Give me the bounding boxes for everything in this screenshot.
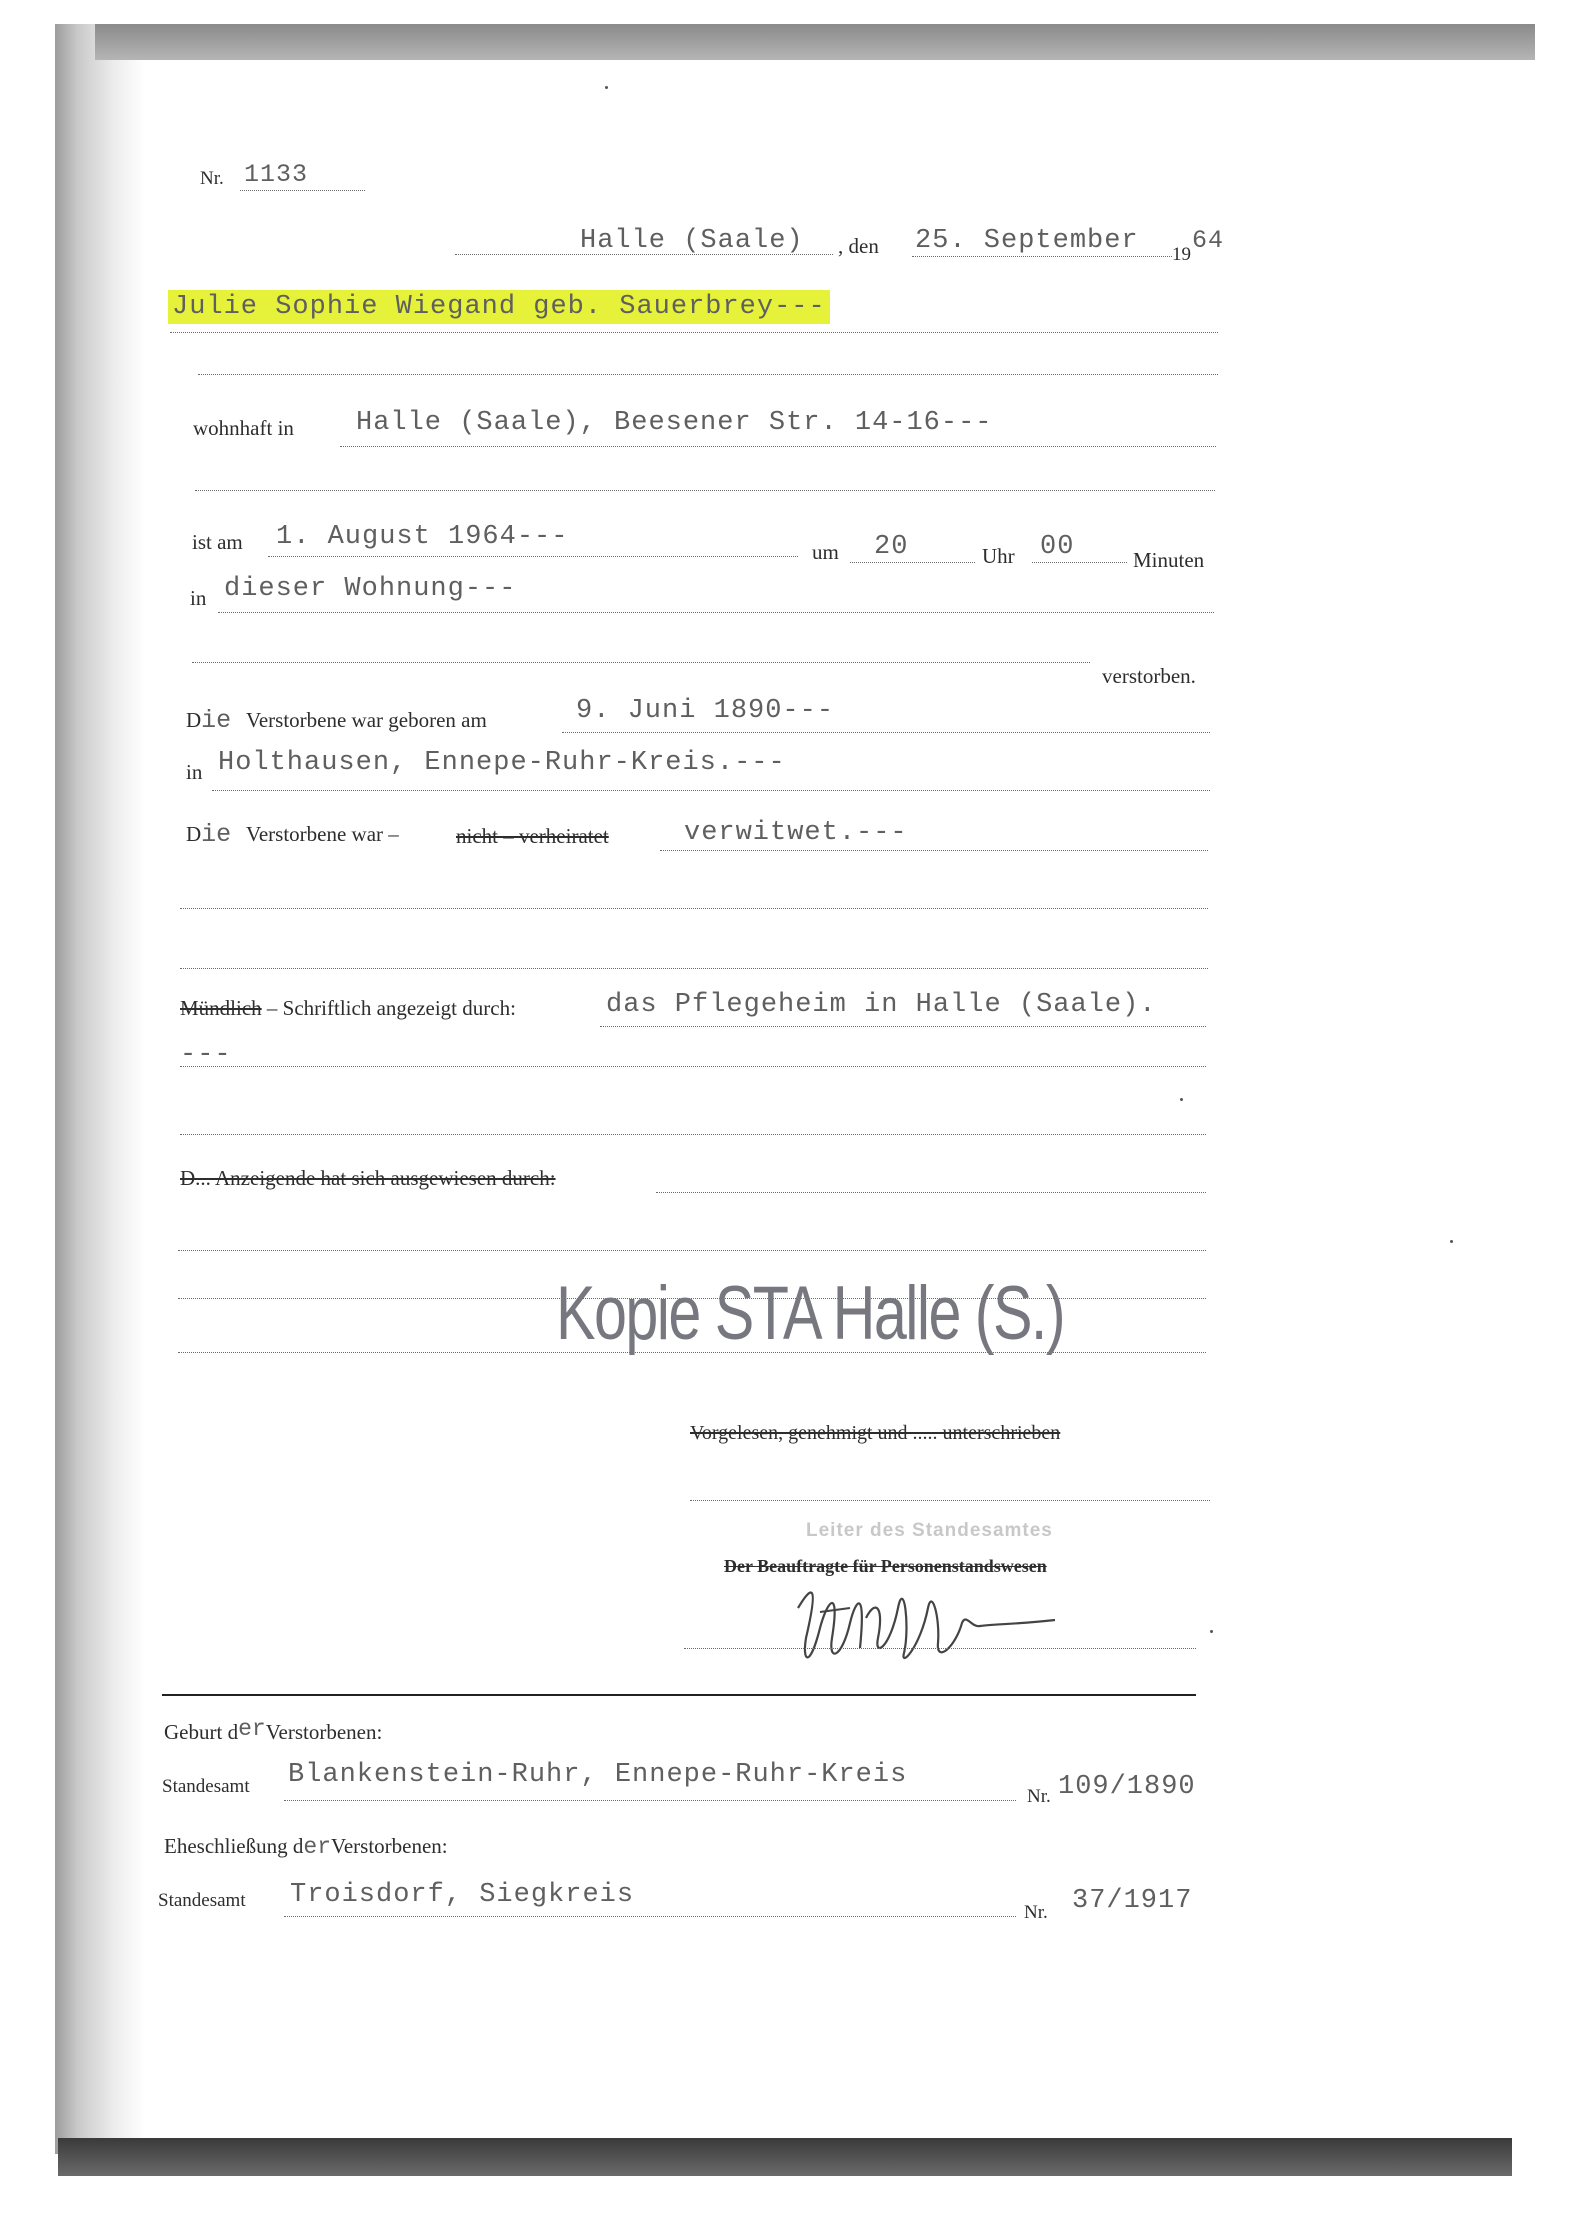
- marriage-register-nr: 37/1917: [1072, 1886, 1193, 1916]
- um-label: um: [812, 540, 839, 564]
- birth-place-line: [212, 790, 1210, 791]
- ist-am-label: ist am: [192, 530, 243, 554]
- marital-line-2: [180, 908, 1208, 909]
- copy-stamp: Kopie STA Halle (S.): [556, 1271, 1065, 1356]
- identified-line: [656, 1192, 1206, 1193]
- birth-prefix: Die: [186, 706, 232, 735]
- death-date-line: [268, 556, 798, 557]
- death-minutes: 00: [1040, 532, 1075, 562]
- speck: [1450, 1240, 1453, 1243]
- den-label: , den: [838, 234, 879, 258]
- marriage-nr-label: Nr.: [1024, 1902, 1048, 1923]
- reported-line-2: [180, 1066, 1206, 1067]
- identified-struck: D... Anzeigende hat sich ausgewiesen durch:: [180, 1166, 556, 1190]
- speck: [605, 86, 608, 89]
- place: Halle (Saale): [580, 226, 804, 256]
- marital-prefix: Die: [186, 820, 232, 849]
- birth-nr-label: Nr.: [1027, 1786, 1051, 1807]
- birth-date: 9. Juni 1890---: [576, 696, 835, 726]
- year-suffix: 64: [1192, 226, 1225, 255]
- signature: [780, 1568, 1060, 1678]
- date: 25. September: [915, 226, 1139, 256]
- reported-line-3: [180, 1134, 1206, 1135]
- birth-office-line: [284, 1800, 1016, 1801]
- residence: Halle (Saale), Beesener Str. 14-16---: [356, 408, 993, 438]
- record-number: 1133: [244, 160, 309, 189]
- death-hour: 20: [874, 532, 909, 562]
- reported-line: [600, 1026, 1206, 1027]
- signoff-line: [690, 1500, 1210, 1501]
- birth-place: Holthausen, Ennepe-Ruhr-Kreis.---: [218, 748, 786, 778]
- nr-label: Nr.: [200, 168, 224, 189]
- scan-shadow-edge: [55, 24, 145, 2154]
- name-line: [170, 332, 1218, 333]
- birth-in-label: in: [186, 760, 203, 784]
- name-line-2: [198, 374, 1218, 375]
- date-line: [912, 256, 1172, 257]
- death-place-line-2: [192, 662, 1090, 663]
- birth-register-nr: 109/1890: [1058, 1772, 1196, 1802]
- speck: [1180, 1098, 1183, 1101]
- signature-line: [684, 1648, 1196, 1649]
- deceased-name: Julie Sophie Wiegand geb. Sauerbrey---: [168, 292, 830, 322]
- uhr-label: Uhr: [982, 544, 1015, 568]
- scan-top-border: [95, 24, 1535, 60]
- residence-line-2: [195, 490, 1215, 491]
- reported-by-cont: ---: [180, 1040, 232, 1070]
- geburt-label: Geburt derVerstorbenen:: [164, 1716, 383, 1744]
- minuten-label: Minuten: [1133, 548, 1205, 572]
- death-place-line: [218, 612, 1214, 613]
- standesamt-label-marriage: Standesamt: [158, 1890, 246, 1911]
- leiter-label: Leiter des Standesamtes: [806, 1520, 1053, 1541]
- birth-date-line: [562, 732, 1210, 733]
- residence-label: wohnhaft in: [193, 416, 294, 440]
- verstorben-label: verstorben.: [1102, 664, 1196, 688]
- minutes-line: [1032, 562, 1127, 563]
- death-place: dieser Wohnung---: [224, 574, 517, 604]
- marital-line: [660, 850, 1208, 851]
- scan-bottom-border: [58, 2138, 1512, 2176]
- identified-line-2: [178, 1250, 1206, 1251]
- hour-line: [850, 562, 975, 563]
- beauftragte-label: Der Beauftragte für Personenstandswesen: [724, 1556, 1047, 1576]
- divider: [162, 1694, 1196, 1696]
- residence-line: [340, 446, 1216, 447]
- reported-label: Mündlich – Schriftlich angezeigt durch:: [180, 996, 516, 1020]
- vorgelesen-label: Vorgelesen, genehmigt und ..... unterschrieben: [690, 1422, 1061, 1444]
- marriage-office: Troisdorf, Siegkreis: [290, 1880, 635, 1910]
- standesamt-label-birth: Standesamt: [162, 1776, 250, 1797]
- marital-struck: nicht – verheiratet: [456, 824, 609, 848]
- death-date: 1. August 1964---: [276, 522, 569, 552]
- marital-label: Verstorbene war –: [246, 822, 399, 846]
- ehe-label: Eheschließung derVerstorbenen:: [164, 1834, 448, 1860]
- birth-label: Verstorbene war geboren am: [246, 708, 487, 732]
- death-in-label: in: [190, 586, 207, 610]
- birth-office: Blankenstein-Ruhr, Ennepe-Ruhr-Kreis: [288, 1760, 908, 1790]
- marital-line-3: [180, 968, 1208, 969]
- year-prefix: 19: [1172, 244, 1191, 265]
- reported-by: das Pflegeheim in Halle (Saale).: [606, 990, 1157, 1020]
- marital-status: verwitwet.---: [684, 818, 908, 848]
- speck: [1210, 1630, 1213, 1633]
- marriage-office-line: [284, 1916, 1016, 1917]
- nr-line: [240, 190, 365, 191]
